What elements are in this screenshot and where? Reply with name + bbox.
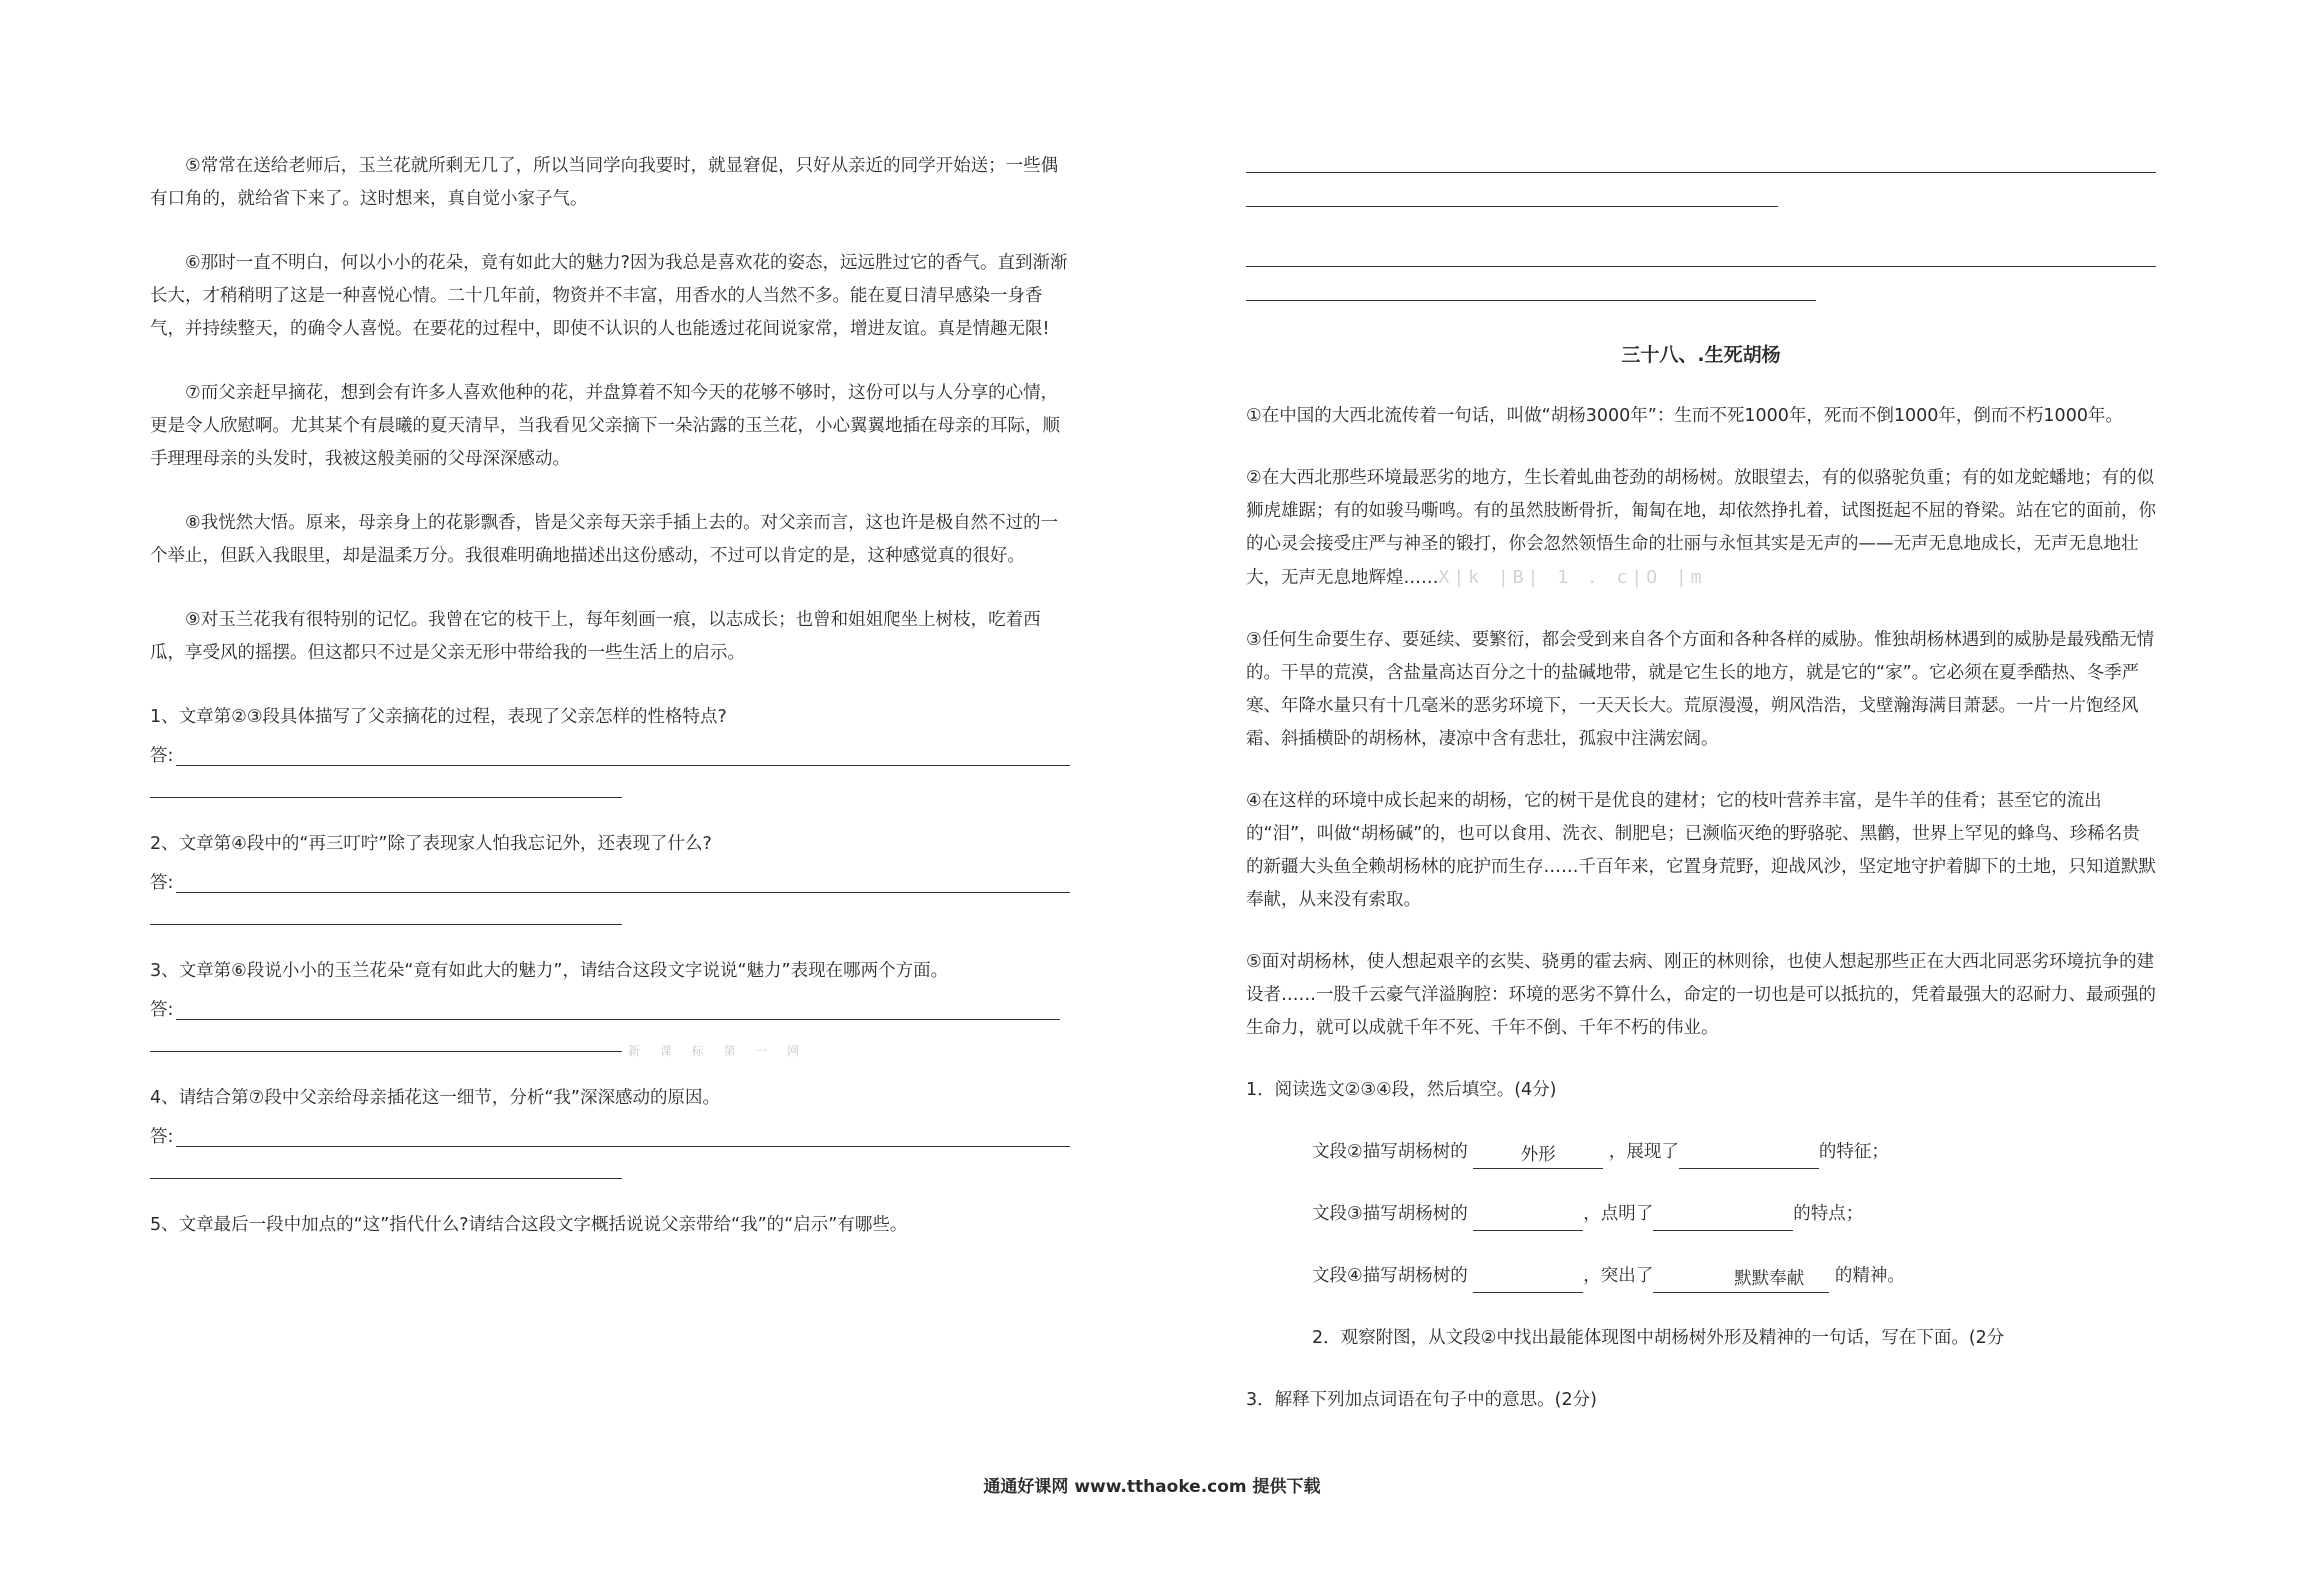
fill-blank[interactable]	[1653, 1230, 1793, 1231]
faint-watermark: X|k |B| 1 . c|O |m	[1438, 567, 1706, 588]
left-column	[150, 150, 1070, 1242]
answer-line	[150, 1051, 622, 1052]
paragraph-5: ⑤面对胡杨林，使人想起艰辛的玄奘、骁勇的霍去病、刚正的林则徐，也使人想起那些正在大西北同恶劣环境抗争的建设者……一股千云豪气洋溢胸腔：环境的恶劣不算什么，命定的一切也是可以抵抗的，凭着最强大的忍耐力、最顽强的生命力，就可以成就千年不死、千年不倒、千年不朽的伟业。	[1246, 952, 2156, 1038]
question-2: 2．观察附图，从文段②中找出最能体现图中胡杨树外形及精神的一句话，写在下面。(2分	[1312, 1328, 2005, 1348]
right-column	[1246, 400, 2156, 1417]
fill-blank[interactable]: 默默奉献	[1709, 1266, 1829, 1293]
answer-label: 答:	[150, 873, 174, 893]
paragraph-7: ⑦而父亲赶早摘花，想到会有许多人喜欢他种的花，并盘算着不知今天的花够不够时，这份可以与人分享的心情，更是令人欣慰啊。尤其某个有晨曦的夏天清早，当我看见父亲摘下一朵沾露的玉兰花，小心翼翼地插在母亲的耳际，顺手理理母亲的头发时，我被这般美丽的父母深深感动。	[150, 383, 1060, 469]
paragraph-2	[1246, 462, 2156, 595]
answer-label: 答:	[150, 1000, 174, 1020]
paragraph-8: ⑧我恍然大悟。原来，母亲身上的花影飘香，皆是父亲每天亲手插上去的。对父亲而言，这也许是极自然不过的一个举止，但跃入我眼里，却是温柔万分。我很难明确地描述出这份感动，不过可以肯定的是，这种感觉真的很好。	[150, 513, 1059, 566]
fill-text: 文段②描写胡杨树的	[1312, 1142, 1468, 1162]
footer-credit: 通通好课网 www.tthaoke.com 提供下载	[983, 1477, 1321, 1497]
answer-area-3[interactable]	[150, 994, 1070, 1056]
answer-line	[150, 1178, 622, 1179]
fill-line-3	[1246, 1260, 2156, 1293]
paragraph-6: ⑥那时一直不明白，何以小小的花朵，竟有如此大的魅力?因为我总是喜欢花的姿态，远远胜过它的香气。直到渐渐长大，才稍稍明了这是一种喜悦心情。二十几年前，物资并不丰富，用香水的人当然不多。能在夏日清早感染一身香气，并持续整天，的确令人喜悦。在要花的过程中，即使不认识的人也能透过花间说家常，增进友谊。真是情趣无限!	[150, 253, 1068, 339]
paragraph-4: ④在这样的环境中成长起来的胡杨，它的树干是优良的建材；它的枝叶营养丰富，是牛羊的佳肴；甚至它的流出的“泪”，叫做“胡杨碱”的，也可以食用、洗衣、制肥皂；已濒临灭绝的野骆驼、黑鹳，世界上罕见的蜂鸟、珍稀名贵的新疆大头鱼全赖胡杨林的庇护而生存……千百年来，它置身荒野，迎战风沙，坚定地守护着脚下的土地，只知道默默奉献，从来没有索取。	[1246, 791, 2156, 910]
fill-text: ，突出了	[1583, 1266, 1654, 1286]
fill-blank[interactable]	[1473, 1230, 1583, 1231]
question-4: 4、请结合第⑦段中父亲给母亲插花这一细节，分析“我”深深感动的原因。	[150, 1088, 720, 1108]
answer-line	[176, 1019, 1060, 1020]
answer-line	[150, 924, 622, 925]
question-5: 5、文章最后一段中加点的“这”指代什么?请结合这段文字概括说说父亲带给“我”的“启示”有哪些。	[150, 1215, 908, 1235]
fill-line-1	[1246, 1136, 2156, 1169]
fill-blank[interactable]: 外形	[1473, 1142, 1603, 1169]
paragraph-2-text: ②在大西北那些环境最恶劣的地方，生长着虬曲苍劲的胡杨树。放眼望去，有的似骆驼负重；有的如龙蛇蟠地；有的似狮虎雄踞；有的如骏马嘶鸣。有的虽然肢断骨折，匍匐在地，却依然挣扎着，试图挺起不屈的脊梁。站在它的面前，你的心灵会接受庄严与神圣的锻打，你会忽然领悟生命的壮丽与永恒其实是无声的——无声无息地成长，无声无息地壮大，无声无息地辉煌……	[1246, 468, 2156, 588]
fill-blank[interactable]	[1473, 1292, 1583, 1293]
paragraph-5: ⑤常常在送给老师后，玉兰花就所剩无几了，所以当同学向我要时，就显窘促，只好从亲近的同学开始送；一些偶有口角的，就给省下来了。这时想来，真自觉小家子气。	[150, 156, 1059, 209]
paragraph-1: ①在中国的大西北流传着一句话，叫做“胡杨3000年”：生而不死1000年，死而不倒1000年，倒而不朽1000年。	[1246, 406, 2123, 426]
fill-blank[interactable]	[1679, 1168, 1819, 1169]
answer-line	[1246, 300, 1816, 301]
watermark: 新 课 标 第 一 网	[628, 1044, 808, 1058]
question-3: 3、文章第⑥段说小小的玉兰花朵“竟有如此大的魅力”，请结合这段文字说说“魅力”表现在哪两个方面。	[150, 961, 949, 981]
answer-line	[176, 892, 1070, 893]
paragraph-9: ⑨对玉兰花我有很特别的记忆。我曾在它的枝干上，每年刻画一痕，以志成长；也曾和姐姐爬坐上树枝，吃着西瓜，享受风的摇摆。但这都只不过是父亲无形中带给我的一些生活上的启示。	[150, 610, 1041, 663]
question-3: 3．解释下列加点词语在句子中的意思。(2分)	[1246, 1390, 1597, 1410]
answer-label: 答:	[150, 1127, 174, 1147]
fill-text: 的特征；	[1818, 1142, 1889, 1162]
fill-text: ，展现了	[1608, 1142, 1679, 1162]
answer-line	[176, 765, 1070, 766]
answer-line	[1246, 266, 2156, 267]
answer-area-4[interactable]	[150, 1121, 1070, 1183]
fill-blank[interactable]	[1653, 1292, 1709, 1293]
question-1: 1．阅读选文②③④段，然后填空。(4分)	[1246, 1080, 1557, 1100]
answer-label: 答:	[150, 746, 174, 766]
fill-text: 文段④描写胡杨树的	[1312, 1266, 1468, 1286]
answer-line	[1246, 172, 2156, 173]
question-1: 1、文章第②③段具体描写了父亲摘花的过程，表现了父亲怎样的性格特点?	[150, 707, 727, 727]
section-title: 三十八、.生死胡杨	[1621, 344, 1781, 366]
fill-text: ，点明了	[1583, 1204, 1654, 1224]
answer-line	[1246, 206, 1778, 207]
fill-text: 的特点；	[1793, 1204, 1864, 1224]
fill-text: 的精神。	[1834, 1266, 1905, 1286]
answer-area-1[interactable]	[150, 740, 1070, 802]
answer-area-2[interactable]	[150, 867, 1070, 929]
question-2: 2、文章第④段中的“再三叮咛”除了表现家人怕我忘记外，还表现了什么?	[150, 834, 712, 854]
paragraph-3: ③任何生命要生存、要延续、要繁衍，都会受到来自各个方面和各种各样的威胁。惟独胡杨林遇到的威胁是最残酷无情的。干旱的荒漠，含盐量高达百分之十的盐碱地带，就是它生长的地方，就是它的“家”。它必须在夏季酷热、冬季严寒、年降水量只有十几毫米的恶劣环境下，一天天长大。荒原漫漫，朔风浩浩，戈壁瀚海满目萧瑟。一片一片饱经风霜、斜插横卧的胡杨林，凄凉中含有悲壮，孤寂中注满宏阔。	[1246, 630, 2155, 749]
fill-text: 文段③描写胡杨树的	[1312, 1204, 1468, 1224]
fill-line-2	[1246, 1198, 2156, 1231]
answer-line	[150, 797, 622, 798]
answer-line	[176, 1146, 1070, 1147]
